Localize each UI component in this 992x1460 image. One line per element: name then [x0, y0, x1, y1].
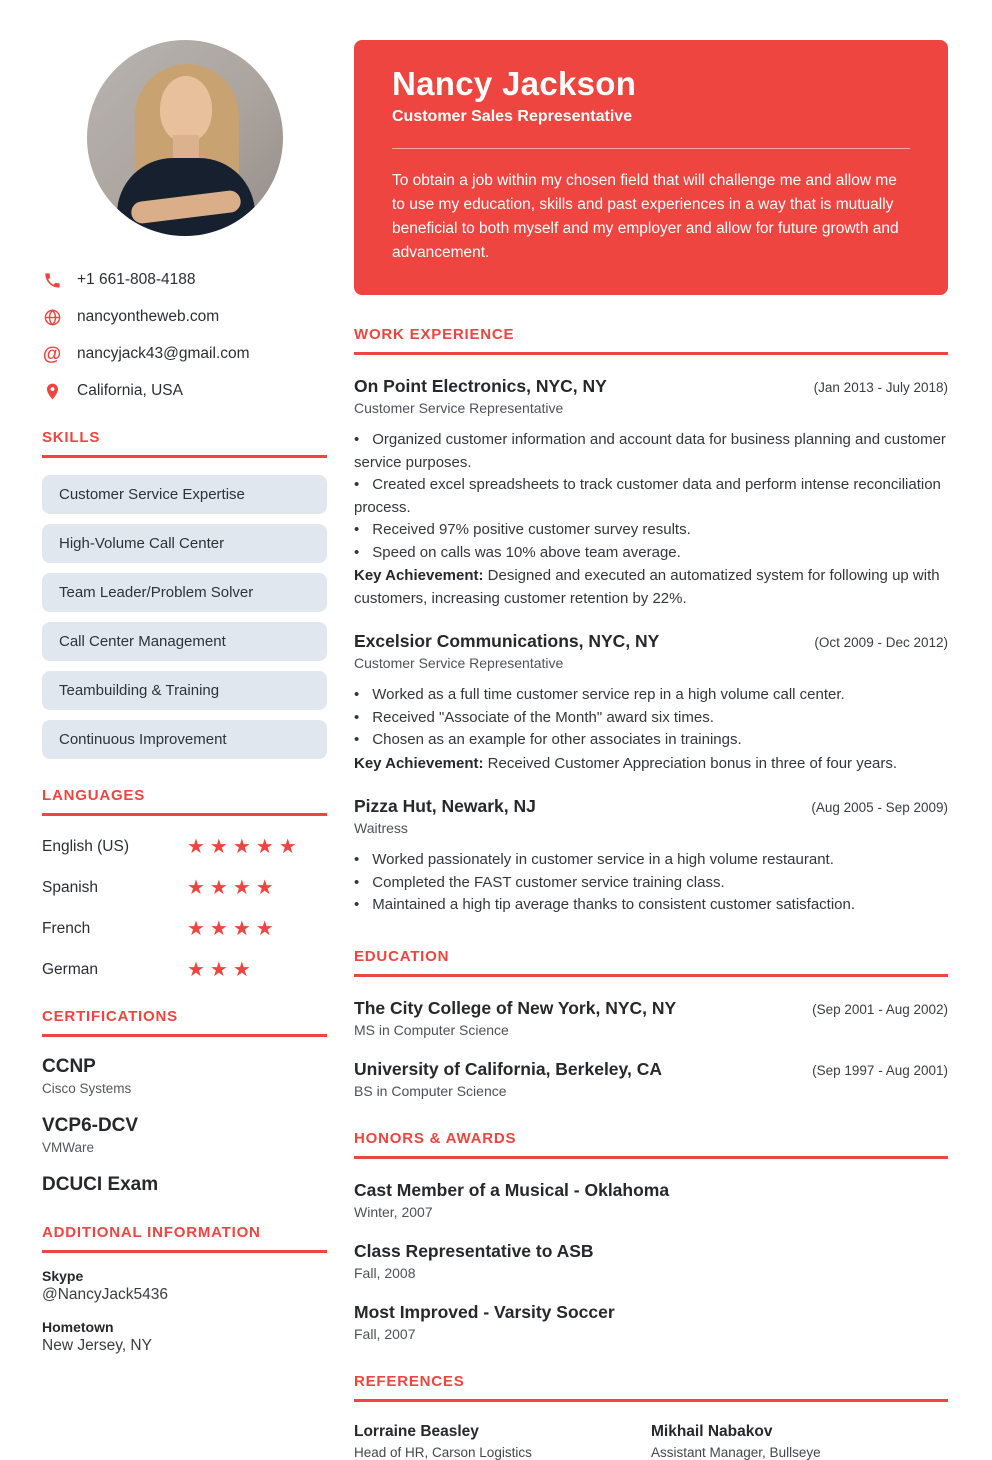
degree: BS in Computer Science: [354, 1082, 507, 1099]
language-name: Spanish: [42, 879, 99, 896]
contact-location: [42, 381, 327, 401]
profile-photo-wrap: [42, 40, 327, 236]
additional-item: [42, 1268, 327, 1304]
profile-photo: [87, 40, 283, 236]
skills-list: [42, 475, 327, 759]
honors-section: [354, 1130, 948, 1342]
job-title: Customer Service Representative: [354, 400, 564, 417]
reference-entry: [651, 1423, 948, 1460]
contact-phone: [42, 270, 327, 290]
additional-info-heading: ADDITIONAL INFORMATION: [42, 1224, 327, 1253]
certifications-heading: CERTIFICATIONS: [42, 1008, 327, 1037]
education-entry-head: [354, 998, 948, 1019]
contact-website: [42, 307, 327, 327]
education-entry-head: [354, 1059, 948, 1080]
location-text: California, USA: [77, 382, 183, 399]
job-bullet: • Received 97% positive customer survey results.: [354, 519, 948, 542]
languages-heading: LANGUAGES: [42, 787, 327, 816]
honor-name: Cast Member of a Musical - Oklahoma: [354, 1179, 670, 1200]
globe-icon: [42, 307, 62, 327]
reference-name: Mikhail Nabakov: [651, 1422, 773, 1440]
certification-org: VMWare: [42, 1140, 95, 1155]
degree: MS in Computer Science: [354, 1021, 509, 1038]
additional-label: Hometown: [42, 1319, 114, 1335]
key-achievement: [354, 753, 948, 776]
person-title: Customer Sales Representative: [392, 108, 633, 125]
work-entry-head: [354, 376, 948, 397]
certifications-section: [42, 1008, 327, 1196]
job-bullet: • Completed the FAST customer service training class.: [354, 872, 948, 895]
certification-item: [42, 1115, 327, 1155]
honor-date: Fall, 2008: [354, 1264, 416, 1281]
language-row: [42, 960, 327, 980]
work-experience-section: [354, 326, 948, 917]
skills-heading: SKILLS: [42, 429, 327, 458]
person-name: Nancy Jackson: [392, 65, 637, 102]
additional-value: New Jersey, NY: [42, 1337, 152, 1354]
references-row: [354, 1423, 948, 1460]
employment-dates: (Jan 2013 - July 2018): [813, 380, 948, 396]
certification-org: Cisco Systems: [42, 1081, 132, 1096]
skill-pill: Team Leader/Problem Solver: [42, 573, 327, 612]
certification-item: [42, 1056, 327, 1096]
reference-entry: [354, 1423, 651, 1460]
language-row: [42, 919, 327, 939]
work-experience-heading: WORK EXPERIENCE: [354, 326, 948, 355]
work-entry: [354, 796, 948, 917]
honor-name: Most Improved - Varsity Soccer: [354, 1301, 615, 1322]
sidebar: [42, 40, 327, 1394]
honor-entry: [354, 1180, 948, 1220]
at-icon: @: [42, 343, 62, 365]
language-name: English (US): [42, 838, 129, 855]
star-rating: ★★★: [187, 959, 256, 981]
job-bullet: • Speed on calls was 10% above team average.: [354, 542, 948, 565]
skill-pill: Call Center Management: [42, 622, 327, 661]
email-address: nancyjack43@gmail.com: [77, 345, 250, 362]
career-objective: To obtain a job within my chosen field that will challenge me and allow me to use my education, skills and past experiences in a way that is mutually beneficial to both myself and my employer and allow for future growth and advancement.: [392, 172, 899, 262]
job-bullet: • Worked passionately in customer service in a high volume restaurant.: [354, 849, 948, 872]
job-bullet: • Received "Associate of the Month" award six times.: [354, 707, 948, 730]
education-entry: [354, 998, 948, 1038]
school-name: The City College of New York, NYC, NY: [354, 997, 677, 1018]
skill-pill: Customer Service Expertise: [42, 475, 327, 514]
honor-date: Fall, 2007: [354, 1325, 416, 1342]
additional-label: Skype: [42, 1268, 84, 1284]
certification-item: [42, 1174, 327, 1196]
additional-info-section: [42, 1224, 327, 1355]
job-title: Waitress: [354, 820, 408, 837]
key-achievement: [354, 565, 948, 610]
languages-section: [42, 787, 327, 980]
certification-name: VCP6-DCV: [42, 1115, 139, 1136]
employment-dates: (Aug 2005 - Sep 2009): [811, 800, 948, 816]
company-name: Excelsior Communications, NYC, NY: [354, 631, 660, 652]
reference-name: Lorraine Beasley: [354, 1422, 479, 1440]
language-row: [42, 837, 327, 857]
references-section: [354, 1373, 948, 1460]
photo-face: [160, 76, 212, 142]
skill-pill: High-Volume Call Center: [42, 524, 327, 563]
reference-role: Head of HR, Carson Logistics: [354, 1444, 532, 1460]
key-achievement-label: Key Achievement:: [354, 567, 484, 585]
contact-email: [42, 344, 327, 364]
job-bullets: [354, 429, 948, 564]
key-achievement-label: Key Achievement:: [354, 754, 484, 772]
reference-role: Assistant Manager, Bullseye: [651, 1444, 821, 1460]
job-bullets: [354, 849, 948, 917]
education-entry: [354, 1059, 948, 1099]
additional-item: [42, 1319, 327, 1355]
references-heading: REFERENCES: [354, 1373, 948, 1402]
skill-pill: Teambuilding & Training: [42, 671, 327, 710]
language-row: [42, 878, 327, 898]
work-entry-head: [354, 796, 948, 817]
header-divider: [392, 148, 910, 149]
work-entry: [354, 631, 948, 775]
contact-list: [42, 270, 327, 401]
star-rating: ★★★★: [187, 877, 279, 899]
skill-pill: Continuous Improvement: [42, 720, 327, 759]
honors-heading: HONORS & AWARDS: [354, 1130, 948, 1159]
honor-entry: [354, 1302, 948, 1342]
skills-section: [42, 429, 327, 759]
work-entry: [354, 376, 948, 610]
honor-name: Class Representative to ASB: [354, 1240, 594, 1261]
job-bullet: • Chosen as an example for other associates in trainings.: [354, 729, 948, 752]
location-icon: [42, 381, 62, 401]
company-name: On Point Electronics, NYC, NY: [354, 376, 607, 397]
website-url: nancyontheweb.com: [77, 308, 220, 325]
education-dates: (Sep 1997 - Aug 2001): [812, 1062, 948, 1078]
honor-date: Winter, 2007: [354, 1203, 433, 1220]
work-entry-head: [354, 631, 948, 652]
key-achievement-text: Designed and executed an automatized system for following up with customers, increasing customer retention by 22%.: [354, 567, 940, 607]
job-title: Customer Service Representative: [354, 655, 564, 672]
job-bullet: • Organized customer information and account data for business planning and customer service purposes.: [354, 429, 948, 474]
job-bullets: [354, 684, 948, 752]
certification-name: CCNP: [42, 1056, 96, 1077]
language-name: German: [42, 961, 98, 978]
job-bullet: • Created excel spreadsheets to track customer data and perform intense reconciliation process.: [354, 474, 948, 519]
education-dates: (Sep 2001 - Aug 2002): [812, 1001, 948, 1017]
school-name: University of California, Berkeley, CA: [354, 1058, 662, 1079]
job-bullet: • Maintained a high tip average thanks to consistent customer satisfaction.: [354, 894, 948, 917]
phone-number: +1 661-808-4188: [77, 271, 196, 288]
education-section: [354, 948, 948, 1099]
company-name: Pizza Hut, Newark, NJ: [354, 796, 536, 817]
phone-icon: [42, 270, 62, 290]
key-achievement-text: Received Customer Appreciation bonus in three of four years.: [487, 754, 898, 772]
additional-value: @NancyJack5436: [42, 1286, 169, 1303]
main-column: [354, 40, 948, 1460]
honor-entry: [354, 1241, 948, 1281]
header-card: [354, 40, 948, 295]
language-name: French: [42, 920, 91, 937]
job-bullet: • Worked as a full time customer service rep in a high volume call center.: [354, 684, 948, 707]
employment-dates: (Oct 2009 - Dec 2012): [814, 635, 948, 651]
education-heading: EDUCATION: [354, 948, 948, 977]
star-rating: ★★★★: [187, 918, 279, 940]
certification-name: DCUCI Exam: [42, 1174, 159, 1195]
star-rating: ★★★★★: [187, 836, 302, 858]
